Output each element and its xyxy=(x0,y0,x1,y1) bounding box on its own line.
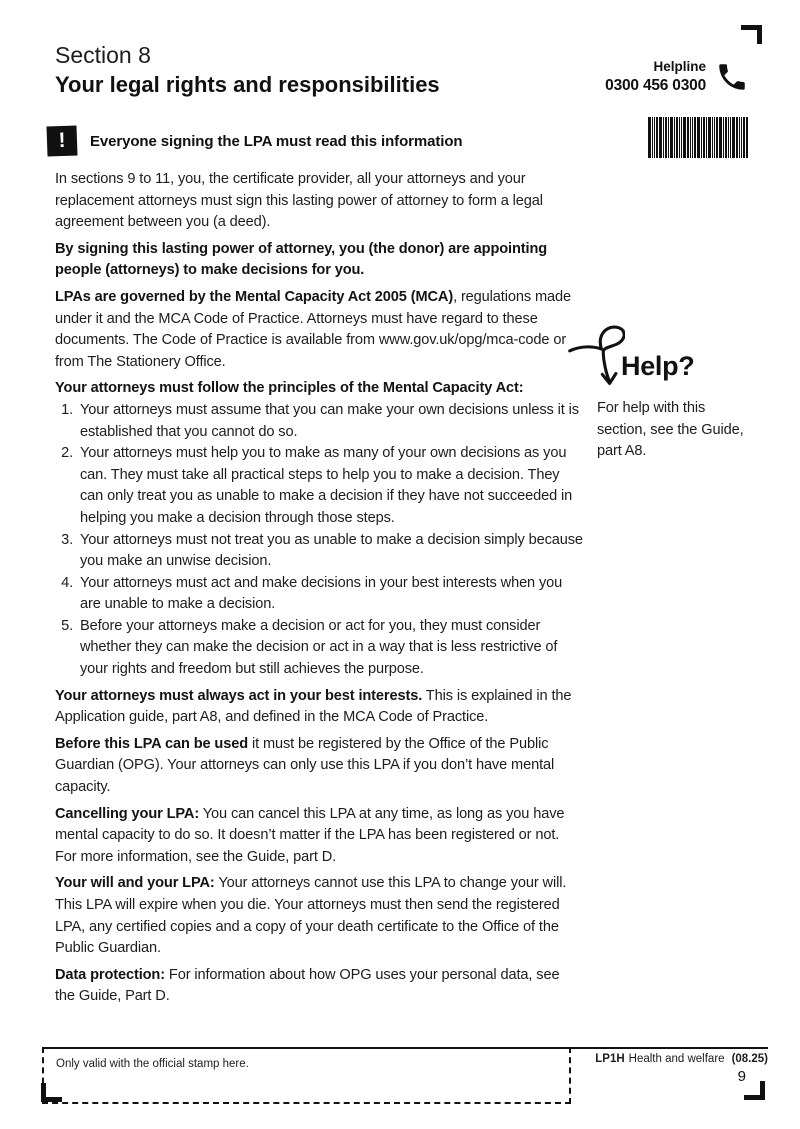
principle-item: 4. Your attorneys must act and make decisions in your best interests when you are unable to make a decision. xyxy=(77,573,583,616)
section-label: Section 8 xyxy=(55,42,151,68)
principle-item: 3. Your attorneys must not treat you as unable to make a decision simply because you make an unwise decision. xyxy=(77,530,583,573)
help-title: Help? xyxy=(621,351,695,381)
body-paragraph: By signing this lasting power of attorney, you (the donor) are appointing people (attorneys) to make decisions for you. xyxy=(55,240,548,279)
corner-mark-bottom-right xyxy=(744,1081,765,1100)
body-paragraph: Data protection: For information about how OPG uses your personal data, see the Guide, Part D. xyxy=(55,966,560,1005)
body-paragraph: Your will and your LPA: Your attorneys cannot use this LPA to change your will. This LPA will expire when you die. Your attorneys must then send the registered LPA, any certified copies and a copy of your death certificate to the Office of the Public Guardian. xyxy=(55,875,567,957)
corner-mark-top-right xyxy=(741,25,762,44)
form-code: LP1H xyxy=(595,1053,625,1065)
body-paragraph: Before this LPA can be used it must be registered by the Office of the Public Guardian (OPG). Your attorneys can only use this LPA if you don’t have mental capacity. xyxy=(55,735,555,796)
helpline-block xyxy=(605,59,749,95)
page-title: Your legal rights and responsibilities xyxy=(55,72,440,97)
page-number: 9 xyxy=(737,1068,746,1085)
helpline-label: Helpline xyxy=(653,59,706,74)
exclamation-icon: ! xyxy=(46,125,77,156)
principle-item: 5. Before your attorneys make a decision or act for you, they must consider whether they can make the decision or act in a way that is less restrictive of your rights and freedom but still achieves the purpose. xyxy=(77,616,583,681)
body-paragraph: In sections 9 to 11, you, the certificate provider, all your attorneys and your replacement attorneys must sign this lasting power of attorney to form a legal agreement between you (a deed). xyxy=(55,171,543,231)
form-imprint xyxy=(595,1053,768,1065)
notice-title: Everyone signing the LPA must read this information xyxy=(90,132,463,150)
body-paragraph: LPAs are governed by the Mental Capacity Act 2005 (MCA), regulations made under it and the MCA Code of Practice. Attorneys must have regard to these documents. The Code of Practice is available from www.gov.uk/opg/mca-code or from The Stationery Office. xyxy=(55,288,571,370)
main-text-column xyxy=(55,169,583,1013)
form-name: Health and welfare xyxy=(628,1053,725,1065)
body-paragraph: Cancelling your LPA: You can cancel this LPA at any time, as long as you have mental capacity to do so. It doesn’t matter if the LPA has been registered or not. For more information, see the Guide, part D. xyxy=(55,805,565,865)
phone-handset-icon xyxy=(715,60,749,94)
helpline-number: 0300 456 0300 xyxy=(605,77,706,94)
principle-item: 1. Your attorneys must assume that you can make your own decisions unless it is established that you cannot do so. xyxy=(77,400,583,443)
principles-heading: Your attorneys must follow the principles of the Mental Capacity Act: xyxy=(55,380,524,397)
help-text: For help with this section, see the Guide, part A8. xyxy=(597,400,744,460)
stamp-box-label: Only valid with the official stamp here. xyxy=(56,1058,249,1070)
official-stamp-box xyxy=(42,1047,571,1104)
barcode xyxy=(648,117,748,158)
form-version: (08.25) xyxy=(731,1053,768,1065)
principle-item: 2. Your attorneys must help you to make as many of your own decisions as you can. They must take all practical steps to help you to make a decision. They can only treat you as unable to make a decision if they have not succeeded in helping you make a decision through those steps. xyxy=(77,443,583,529)
principles-list xyxy=(55,400,583,681)
read-notice xyxy=(47,126,462,156)
body-paragraph: Your attorneys must always act in your best interests. This is explained in the Application guide, part A8, and defined in the MCA Code of Practice. xyxy=(55,687,572,726)
curly-arrow-down-icon xyxy=(567,323,625,395)
